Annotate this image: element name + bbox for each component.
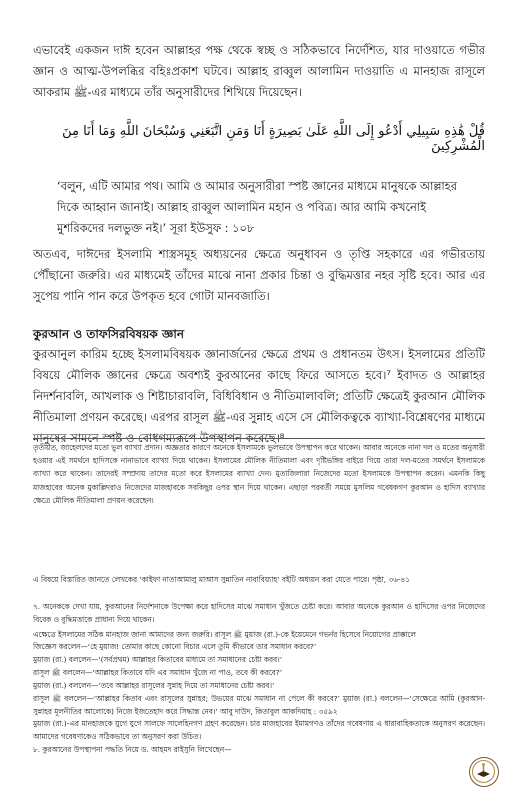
footnote: জিজ্ঞেস করলেন—‘হে মুয়াজ! তোমার কাছে কোনো বিচার এলে তুমি কীভাবে তার সমাধান করবে?’	[33, 642, 317, 651]
footnote: এক্ষেত্রে ইসলামের সঠিক মানহাজ জানা আমাদের জন্য জরুরি। রাসূল ﷺ মুয়াজ (রা.)-কে ইয়েমেনে গভর্নর হিসেবে নিয়োগের প্রাক্কালে	[33, 630, 416, 639]
footnote-divider	[33, 438, 485, 439]
section-heading: কুরআন ও তাফসিরবিষয়ক জ্ঞান	[33, 327, 185, 341]
footnote: রাসূল ﷺ বললেন—‘আল্লাহর কিতাব এবং রাসূলের সুন্নাহর; উভয়ের মাঝে সমাধান না পেলে কী করবে?’ মুয়াজ (রা.) বললেন—‘সেক্ষেত্রে আমি (কুরআন-সুন্নাহর মূলনীতির আলোকে) নিজে ইজতেহাদ করে সিদ্ধান্ত নেব।’ আবু দাউদ, কিতাবুল আকদিয়াহ : ৩৫৯২	[33, 694, 485, 717]
footnote: তৃতীয়ত, জাহেলদের মতো ভুল ব্যাখ্যা প্রদান। অজ্ঞতার কারণে অনেকে ইসলামকে ভুলভাবে উপস্থাপন করে থাকেন। আবার অনেকে নানা দল ও মতের অনুসারী হওয়ার এই সমর্থনে হাদিসকে নানাভাবে ব্যাখ্যা দিয়ে থাকেন। ইসলামের মৌলিক নীতিমালা এবং দৃষ্টিভঙ্গির বাইরে গিয়ে তারা দল-মতের সমর্থনে ইসলামকে ব্যাখ্যা করে থাকেন। তাদেরই সম্প্রদায় তাদের মতো করে ইসলামের ব্যাখ্যা দেন। মুতাজিলারা নিজেদের মতো ইসলামকে উপস্থাপন করেন। এমনকি কিছু মাজহাবের অনেক মুকাল্লিদরাও নিজেদের মাজহাবকে সবকিছুর ওপর স্থান দিয়ে থাকেন। এছাড়া পরবর্তী সময়ে মুসলিম গবেষকগণ কুরআন ও হাদিস ব্যাখ্যার ক্ষেত্রে মৌলিক নীতিমালা প্রণয়ন করেছেন।	[33, 443, 485, 505]
footnote: মুয়াজ (রা.) বললেন—‘তবে আল্লাহর রাসূলের সুন্নাহ দিয়ে তা সমাধানের চেষ্টা করব।’	[33, 681, 275, 690]
footnote: ৭. অনেককে দেখা যায়, কুরআনের নির্দেশনাকে উপেক্ষা করে হাদিসের মাঝে সমাধান খুঁজতে চেষ্টা করে। আবার অনেকে কুরআন ও হাদিসের ওপর নিজেদের বিবেক ও বুদ্ধিমত্তাকে প্রাধান্য দিয়ে থাকেন।	[33, 602, 485, 625]
body-paragraph-1: এভাবেই একজন দাঈ হবেন আল্লাহর পক্ষ থেকে স্বচ্ছ ও সঠিকভাবে নির্দেশিত, যার দাওয়াতে গভীর জ্ঞান ও আত্ম-উপলব্ধির বহিঃপ্রকাশ ঘটবে। আল্লাহ রাব্বুল আলামিন দাওয়াতি এ মানহাজ রাসূলে আকরাম ﷺ-এর মাধ্যমে তাঁর অনুসারীদের শিখিয়ে দিয়েছেন।	[33, 43, 485, 99]
footnote: এ বিষয়ে বিস্তারিত জানতে লেখকের ‘কাইফা নাতাআমালু মাআস সুন্নাতিন নাবাবিয়্যাহ’ বইটি অধ্যয়ন করা যেতে পারে। পৃষ্ঠা, ৩৬-৪১	[33, 575, 411, 584]
publisher-logo-icon	[469, 757, 499, 787]
translation-quote: ‘বলুন, এটি আমার পথ। আমি ও আমার অনুসারীরা স্পষ্ট জ্ঞানের মাধ্যমে মানুষকে আল্লাহর দিকে আহ্বান জানাই। আল্লাহ রাব্বুল আলামিন মহান ও পবিত্র। আর আমি কখনোই মুশরিকদের দলভুক্ত নই।’ সূরা ইউসুফ : ১০৮	[57, 179, 457, 235]
footnote: ৮. কুরআনের উপস্থাপনা পদ্ধতি নিয়ে ড. আহমদ রাইসুনি লিখেছেন—	[33, 745, 232, 754]
footnote: রাসূল ﷺ বললেন—‘আল্লাহর কিতাবে যদি এর সমাধান খুঁজে না পাও, তবে কী করবে?’	[33, 668, 283, 677]
footnote: মুয়াজ (রা.) বললেন—‘(সর্বপ্রথম) আল্লাহর কিতাবের মাধ্যমে তা সমাধানের চেষ্টা করব।’	[33, 655, 283, 664]
arabic-verse: قُلْ هَٰذِهِ سَبِيلِي أَدْعُو إِلَى اللَّهِ عَلَىٰ بَصِيرَةٍ أَنَا وَمَنِ اتَّبَعَنِي وَسُبْحَانَ اللَّهِ وَمَا أَنَا مِنَ الْمُشْرِكِينَ	[62, 124, 485, 154]
footnote: মুয়াজ (রা.)-এর মানহাজকে যুগে যুগে সালফে সালেহিনগণ গ্রহণ করেছেন। চার মাজহাবের ইমামগণও তাঁদের গবেষণায় এ ধারাবাহিকতাকে অনুসরণ করেছেন। আমাদের গবেষণাকেও সঠিকভাবে তা অনুসরণ করা উচিত।	[33, 719, 485, 742]
body-paragraph-3: কুরআনুল কারিম হচ্ছে ইসলামবিষয়ক জ্ঞানার্জনের ক্ষেত্রে প্রথম ও প্রধানতম উৎস। ইসলামের প্রতিটি বিষয়ে মৌলিক জ্ঞানের ক্ষেত্রে অবশ্যই কুরআনের কাছে ফিরে আসতে হবে।⁷ ইবাদত ও আল্লাহর নিদর্শনাবলি, আখলাক ও শিষ্টাচারাবলি, বিধিবিধান ও নীতিমালাবলি; প্রতিটি ক্ষেত্রেই কুরআন মৌলিক নীতিমালা প্রণয়ন করেছে। এরপর রাসূল ﷺ-এর সুন্নাহ এসে সে মৌলিকত্বকে ব্যাখ্যা-বিশ্লেষণের মাধ্যমে মানুষের সামনে স্পষ্ট ও বোধগম্যরূপে উপস্থাপন করেছে।⁸	[33, 347, 485, 445]
body-paragraph-2: অতএব, দাঈদের ইসলামি শাস্ত্রসমূহ অধ্যয়নের ক্ষেত্রে অনুধাবন ও তৃপ্তি সহকারে এর গভীরতায় পৌঁছানো জরুরি। এর মাধ্যমেই তাঁদের মাঝে নানা প্রকার চিন্তা ও বুদ্ধিমত্তার নহর সৃষ্টি হবে। আর এর সুপেয় পানি পান করে উপকৃত হবে গোটা মানবজাতি।	[33, 247, 485, 303]
